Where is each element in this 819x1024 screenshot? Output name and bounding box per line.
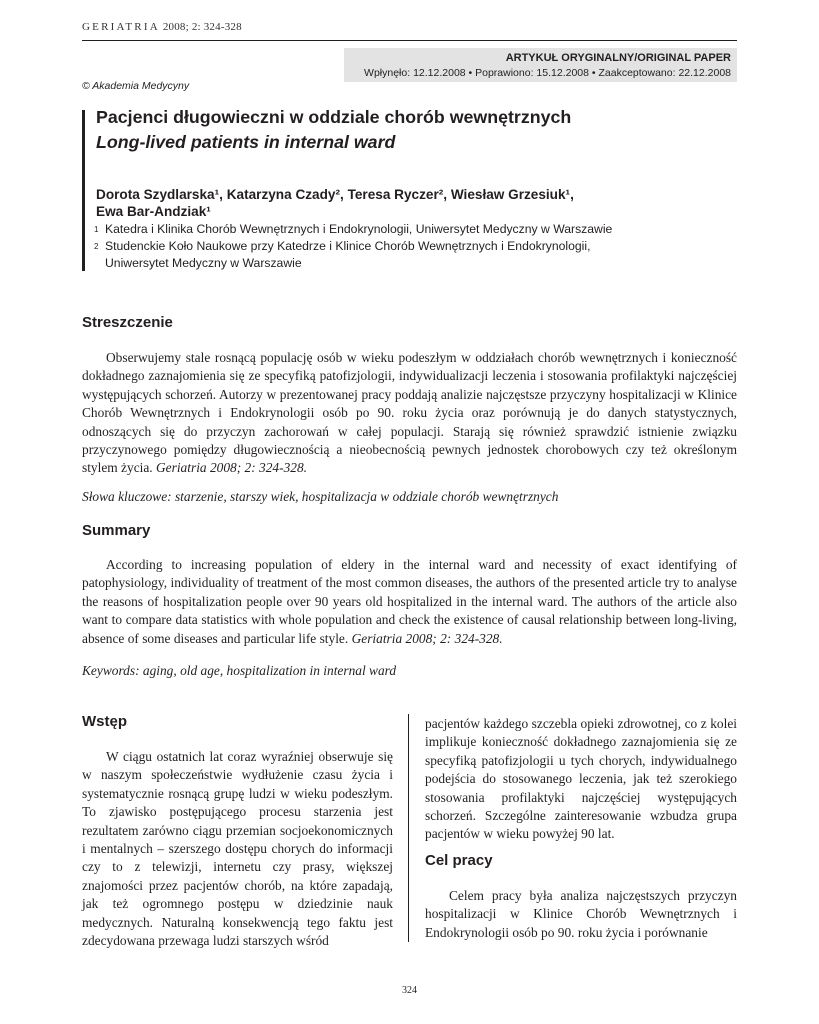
abstract-polish (82, 349, 737, 478)
abstract-polish-citation: Geriatria 2008; 2: 324-328. (156, 460, 308, 476)
heading-summary: Summary (82, 522, 151, 539)
page-number: 324 (402, 985, 417, 996)
affiliation-number: 2 (94, 242, 99, 251)
copyright: © Akademia Medycyny (82, 80, 190, 92)
column-divider (408, 714, 409, 942)
keywords-english: Keywords: aging, old age, hospitalization in internal ward (82, 663, 397, 678)
intro-body-left (82, 748, 393, 950)
title-english: Long-lived patients in internal ward (96, 132, 396, 152)
keywords-polish: Słowa kluczowe: starzenie, starszy wiek, hospitalizacja w oddziale chorób wewnętrznych (82, 489, 559, 504)
authors-line-1: Dorota Szydlarska¹, Katarzyna Czady², Teresa Ryczer², Wiesław Grzesiuk¹, (96, 187, 574, 202)
journal-name: GERIATRIA (82, 21, 160, 33)
abstract-english-citation: Geriatria 2008; 2: 324-328. (351, 630, 503, 646)
affiliation-text: Katedra i Klinika Chorób Wewnętrznych i Endokrynologii, Uniwersytet Medyczny w Warszawie (105, 222, 613, 236)
aim-paragraph: Celem pracy była analiza najczęstszych przyczyn hospitalizacji w Klinice Chorób Wewnętrznych i Endokrynologii osób po 90. roku życia i porównanie (425, 888, 737, 940)
affiliations (0, 221, 819, 281)
heading-cel-pracy: Cel pracy (425, 852, 493, 869)
header-rule (82, 40, 737, 41)
authors-line-2: Ewa Bar-Andziak¹ (96, 204, 211, 219)
article-type-box (344, 48, 737, 82)
heading-streszczenie: Streszczenie (82, 314, 173, 331)
abstract-english-body: According to increasing population of eldery in the internal ward and necessity of exact identifying of patophysiology, individuality of treatment of the most common diseases, the authors of the presented article try to analyse the reasons of hospitalization people over 90 years old hospitalized in the internal ward. The authors of the article also want to compare data statistics with whole population and check the existence of causal relationship between long-living, absence of some diseases and particular life style. (82, 557, 737, 646)
abstract-english (82, 556, 737, 648)
title-polish: Pacjenci długowieczni w oddziale chorób wewnętrznych (96, 107, 572, 127)
aim-body (425, 887, 737, 942)
article-type: ARTYKUŁ ORYGINALNY/ORIGINAL PAPER (505, 52, 731, 64)
running-header (82, 21, 242, 33)
affiliation-number: 1 (94, 225, 99, 234)
affiliation-text: Studenckie Koło Naukowe przy Katedrze i Klinice Chorób Wewnętrznych i Endokrynologii, Uniwersytet Medyczny w Warszawie (105, 239, 591, 270)
intro-continuation: pacjentów każdego szczebla opieki zdrowotnej, co z kolei implikuje konieczność dokładnego zaznajomienia się ze specyfiką patofizjologii u tych chorych, indywidualnego podejścia do stosowanego leczenia, jak też szerokiego stosowania profilaktyki najczęściej występujących schorzeń. Szczególne zainteresowanie wzbudza grupa pacjentów w wieku powyżej 90 lat. (425, 716, 737, 842)
heading-wstep: Wstęp (82, 713, 127, 730)
abstract-polish-body: Obserwujemy stale rosnącą populację osób w wieku podeszłym w oddziałach chorób wewnętrznych i konieczność dokładnego zaznajomienia się ze specyfiką patofizjologii, indywidualizacji leczenia i stosowania profilaktyki najczęściej występujących schorzeń. Autorzy w prezentowanej pracy poddają analizie najczęstsze przyczyny hospitalizacji w Klinice Chorób Wewnętrznych i Endokrynologii osób po 90. roku życia oraz porównują je do danych statystycznych, odnoszących się do przyczyn zachorowań w całej populacji. Starają się również sprawdzić istnienie związku przyczynowego pomiędzy długowiecznością a nieobecnością pewnych jednostek chorobowych czy też określonym stylem życia. (82, 350, 737, 476)
intro-body-right (425, 715, 737, 844)
authors (96, 186, 716, 220)
intro-paragraph: W ciągu ostatnich lat coraz wyraźniej obserwuje się w naszym społeczeństwie wydłużenie czasu życia i systematycznie rosnącą grupę ludzi w wieku podeszłym. To zjawisko postępującego procesu starzenia jest rezultatem zarówno ciągu przemian socjoekonomicznych i mentalnych – szerszego dostępu chorych do informacji czy to z telewizji, internetu czy prasy, większej znajomości przez pacjentów chorób, na które zapadają, jak też ogromnego postępu w dziedzinie nauk medycznych. Naturalną konsekwencją tego faktu jest zdecydowana przewaga ludzi starszych wśród (82, 749, 393, 949)
submission-dates: Wpłynęło: 12.12.2008 • Poprawiono: 15.12.2008 • Zaakceptowano: 22.12.2008 (364, 67, 731, 79)
journal-citation: 2008; 2: 324-328 (162, 21, 242, 33)
